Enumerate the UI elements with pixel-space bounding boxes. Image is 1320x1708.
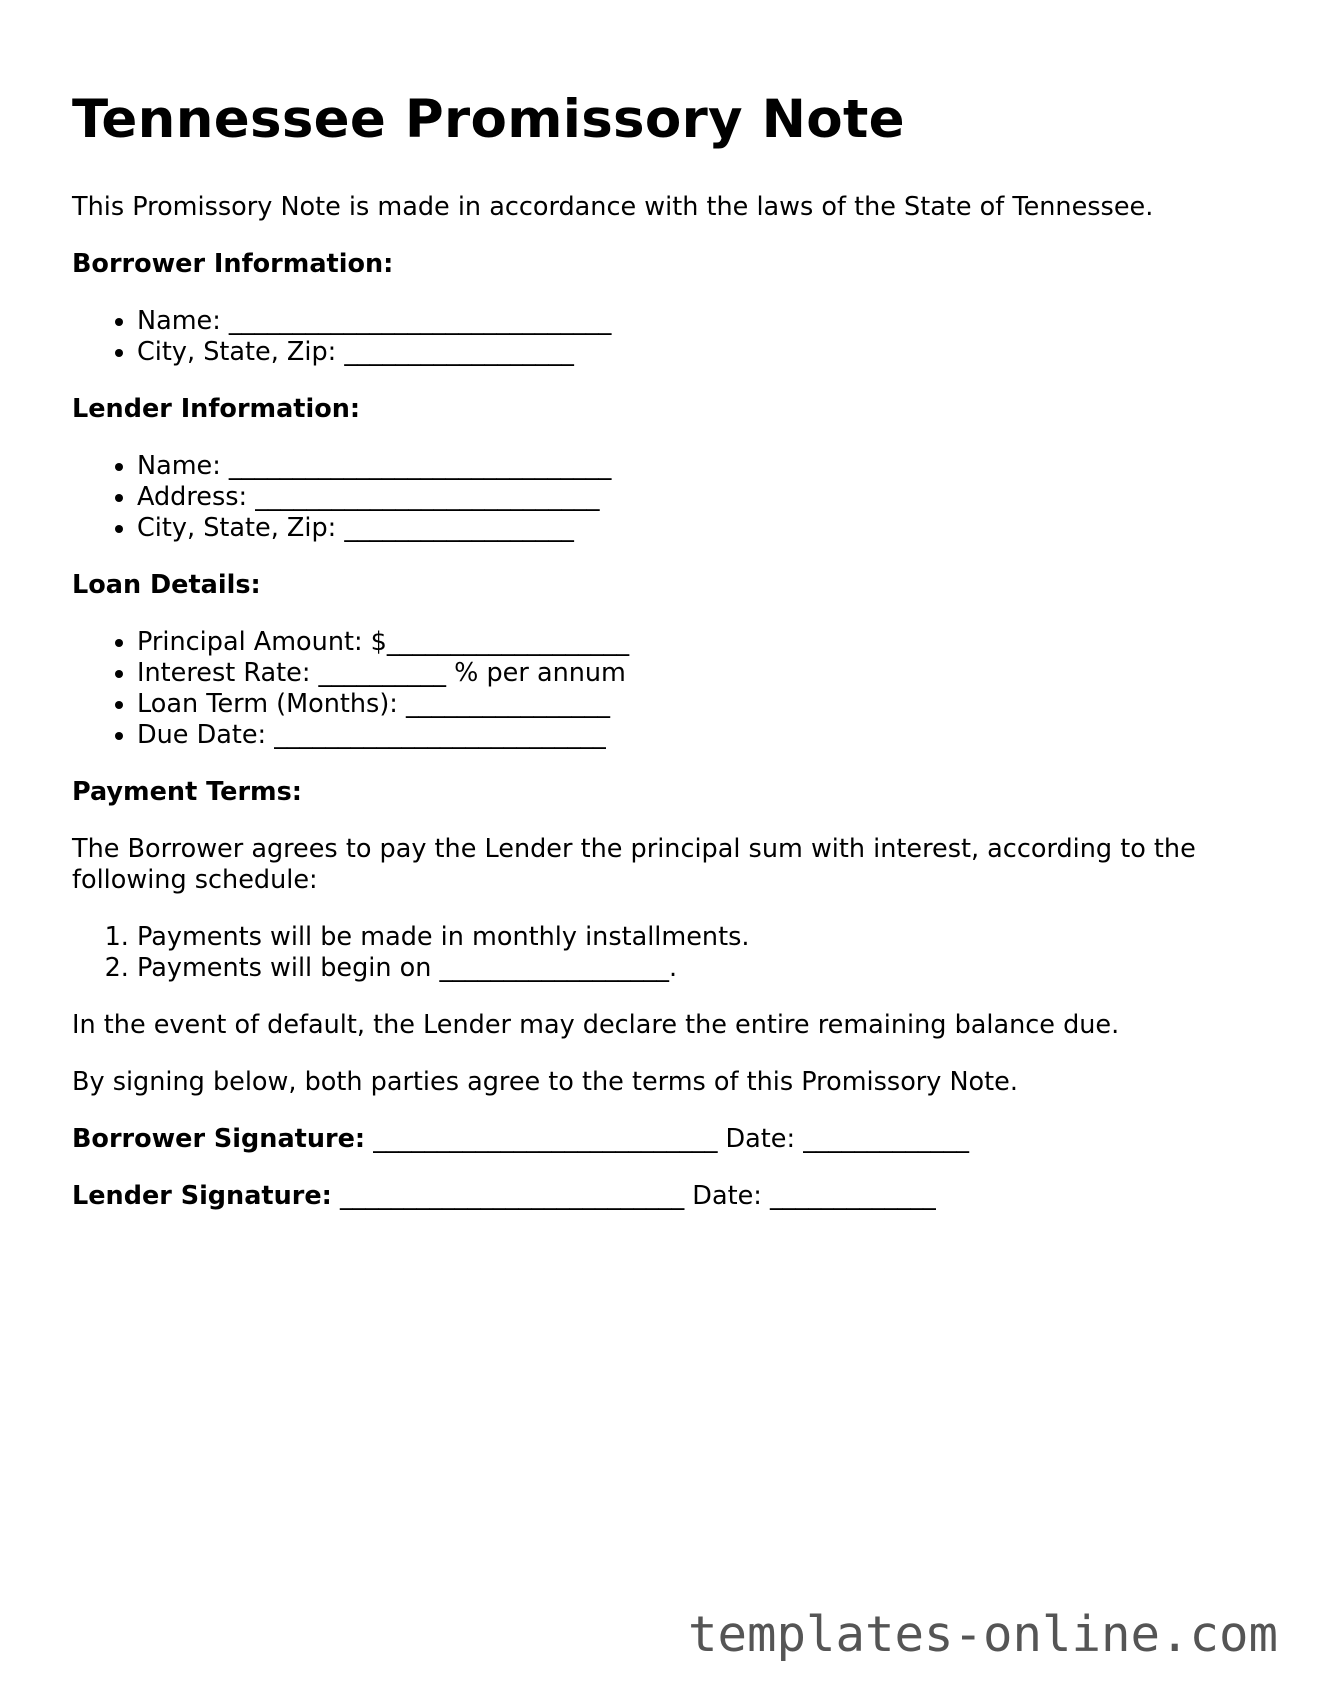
due-date-field: • Due Date: __________________________ — [137, 720, 1248, 751]
payment-paragraph: The Borrower agrees to pay the Lender the principal sum with interest, according to the following schedule: — [72, 834, 1196, 895]
borrower-signature-label: Borrower Signature: — [72, 1124, 366, 1154]
loan-heading: Loan Details: — [72, 570, 261, 600]
lender-name-field: • Name: ______________________________ — [137, 451, 1248, 482]
loan-term-field: • Loan Term (Months): ________________ — [137, 689, 1248, 720]
interest-rate-field: • Interest Rate: __________ % per annum — [137, 658, 1248, 689]
borrower-heading: Borrower Information: — [72, 249, 394, 279]
payment-step-2: 2. Payments will begin on __________________. — [137, 953, 1248, 984]
lender-address-field: • Address: ___________________________ — [137, 482, 1248, 513]
borrower-signature-blank: ___________________________ Date: _____________ — [373, 1124, 969, 1154]
payment-step-1: 1. Payments will be made in monthly installments. — [137, 922, 1248, 953]
principal-amount-field: • Principal Amount: $___________________ — [137, 627, 1248, 658]
lender-list — [72, 451, 1248, 544]
watermark-text: templates-online.com — [687, 1606, 1278, 1663]
agreement-paragraph: By signing below, both parties agree to the terms of this Promissory Note. — [72, 1067, 1018, 1097]
borrower-name-field: • Name: ______________________________ — [137, 306, 1248, 337]
document-page — [72, 88, 1248, 1238]
lender-signature-line — [72, 1181, 1248, 1212]
payment-schedule-list — [72, 922, 1248, 984]
document-title: Tennessee Promissory Note — [72, 89, 905, 150]
borrower-city-field: • City, State, Zip: __________________ — [137, 337, 1248, 368]
lender-heading: Lender Information: — [72, 394, 361, 424]
intro-paragraph: This Promissory Note is made in accordance with the laws of the State of Tennessee. — [72, 192, 1154, 222]
payment-heading: Payment Terms: — [72, 777, 302, 807]
default-paragraph: In the event of default, the Lender may declare the entire remaining balance due. — [72, 1010, 1120, 1040]
lender-signature-blank: ___________________________ Date: _____________ — [339, 1181, 936, 1211]
borrower-list — [72, 306, 1248, 368]
lender-city-field: • City, State, Zip: __________________ — [137, 513, 1248, 544]
borrower-signature-line — [72, 1124, 1248, 1155]
loan-list — [72, 627, 1248, 751]
lender-signature-label: Lender Signature: — [72, 1181, 332, 1211]
